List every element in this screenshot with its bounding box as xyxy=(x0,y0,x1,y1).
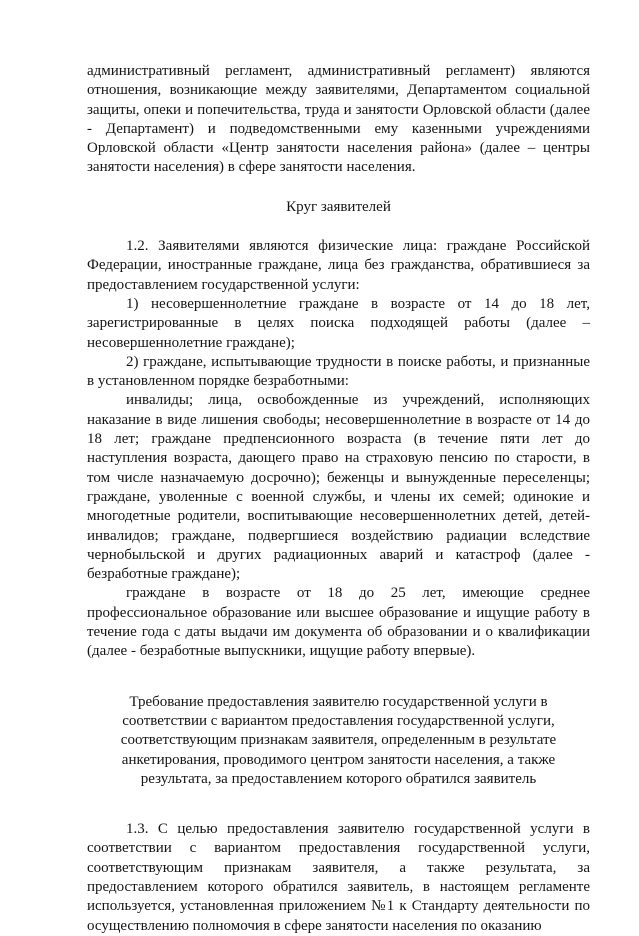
list-item-2-unemployed: инвалиды; лица, освобожденные из учреждений, исполняющих наказание в виде лишения свободы; несовершеннолетние в возрасте от 14 до 18 лет; граждане предпенсионного возраста (в течение пяти лет до наступления возраста, дающего право на страховую пенсию по старости, в том числе назначаемую досрочно); беженцы и вынужденные переселенцы; граждане, уволенные с военной службы, и члены их семей; одинокие и многодетные родители, воспитывающие несовершеннолетних детей, детей-инвалидов; граждане, подвергшиеся воздействию радиации вследствие чернобыльской и других радиационных аварий и катастроф (далее - безработные граждане); xyxy=(87,392,590,583)
section-heading-requirement: Требование предоставления заявителю государственной услуги в соответствии с вариантом предоставления государственной услуги, соответствующим признакам заявителя, определенным в результате анкетирования, проводимого центром занятости населения, а также результата, за предоставлением которого обратился заявитель xyxy=(120,693,557,787)
paragraph-1-3: 1.3. С целью предоставления заявителю государственной услуги в соответствии с вариантом предоставления государственной услуги, соответствующим признакам заявителя, а также результата, за предоставлением которого обратился заявитель, в настоящем регламенте используется, установленная приложением №1 к Стандарту деятельности по осуществлению полномочия в сфере занятости населения по оказанию xyxy=(87,821,590,934)
document-body xyxy=(87,62,590,936)
paragraph-1-2: 1.2. Заявителями являются физические лица: граждане Российской Федерации, иностранные граждане, лица без гражданства, обратившиеся за предоставлением государственной услуги: xyxy=(87,238,590,293)
list-item-2-graduates: граждане в возрасте от 18 до 25 лет, имеющие среднее профессиональное образование или высшее образование и ищущие работу в течение года с даты выдачи им документа об образовании и о квалификации (далее - безработные выпускники, ищущие работу впервые). xyxy=(87,585,590,660)
spacer xyxy=(87,662,590,693)
intro-paragraph: административный регламент, административный регламент) являются отношения, возникающие между заявителями, Департаментом социальной защиты, опеки и попечительства, труда и занятости Орловской области (далее - Департамент) и подведомственными ему казенными учреждениями Орловской области «Центр занятости населения района» (далее – центры занятости населения) в сфере занятости населения. xyxy=(87,63,590,176)
spacer xyxy=(87,789,590,820)
spacer xyxy=(87,178,590,198)
section-heading-applicants: Круг заявителей xyxy=(286,198,391,215)
spacer xyxy=(87,217,590,237)
list-item-2: 2) граждане, испытывающие трудности в поиске работы, и признанные в установленном порядке безработными: xyxy=(87,353,590,390)
list-item-1: 1) несовершеннолетние граждане в возрасте от 14 до 18 лет, зарегистрированные в целях поиска подходящей работы (далее – несовершеннолетние граждане); xyxy=(87,295,590,351)
